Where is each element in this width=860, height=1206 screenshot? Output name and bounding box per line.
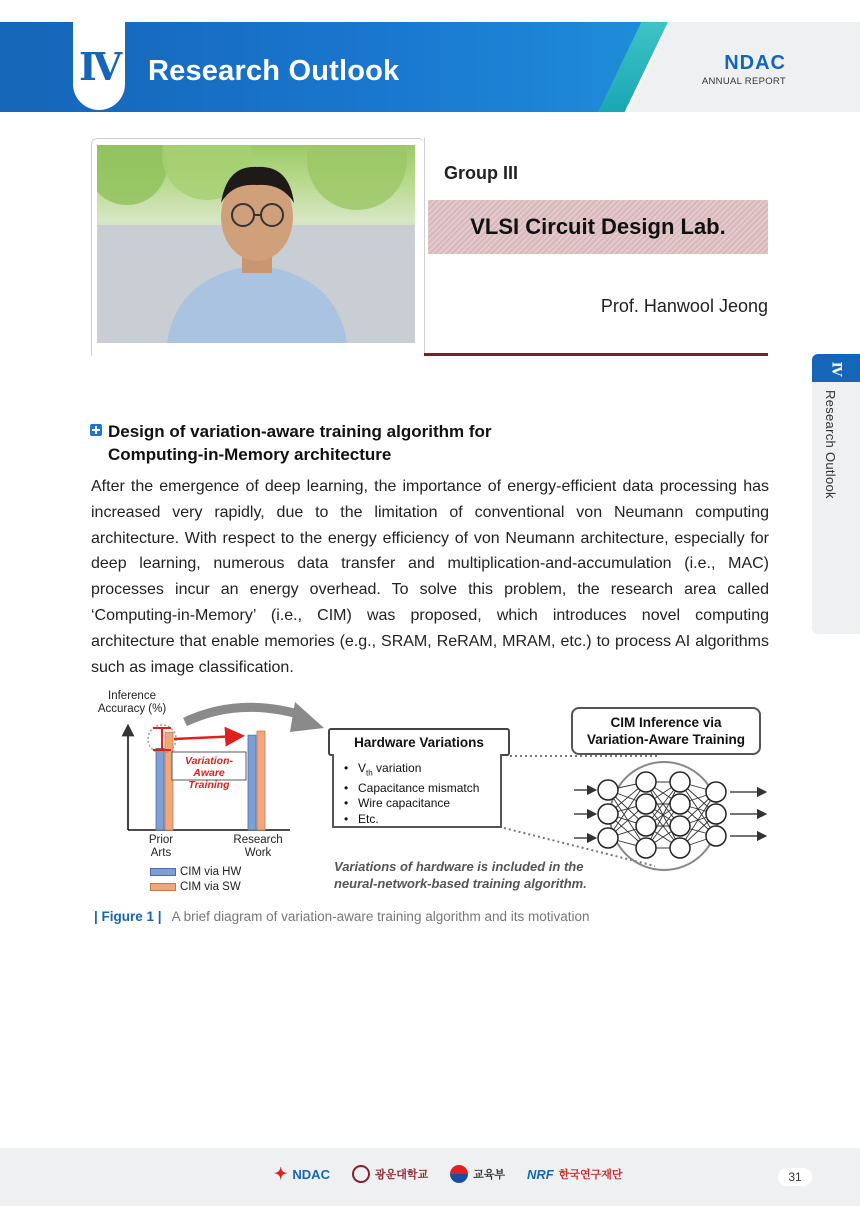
cim-inference-box — [571, 707, 761, 755]
legend-item-sw — [150, 881, 241, 893]
professor-photo — [97, 145, 415, 343]
ndac-logo-text: NDAC — [292, 1166, 330, 1182]
y-axis-label — [94, 690, 170, 716]
annotation-line1: Variation-Aware — [184, 755, 234, 779]
cim-line2: Variation-Aware Training — [586, 732, 746, 747]
cim-line1: CIM Inference via — [610, 715, 722, 730]
lab-name: VLSI Circuit Design Lab. — [470, 214, 726, 239]
side-chapter-number-box — [812, 354, 860, 382]
nn-node — [706, 782, 726, 802]
nn-node — [598, 780, 618, 800]
y-axis-label-line1: Inference — [108, 690, 156, 702]
kwangwoon-emblem-icon — [352, 1165, 370, 1183]
legend-swatch-hw — [150, 868, 176, 876]
section-title — [108, 420, 492, 466]
legend-label-sw: CIM via SW — [180, 881, 241, 893]
group-label: Group III — [444, 163, 518, 183]
figure-caption-text: A brief diagram of variation-aware training algorithm and its motivation — [171, 909, 590, 924]
taegeuk-icon — [450, 1165, 468, 1183]
x-label-research-line2: Work — [244, 847, 272, 859]
figure-note — [334, 858, 587, 892]
y-axis-label-line2: Accuracy (%) — [97, 703, 167, 715]
figure-caption-label: | Figure 1 | — [94, 909, 162, 924]
x-label-research-work — [230, 834, 286, 860]
nn-node — [636, 772, 656, 792]
ndac-star-icon: ✦ — [274, 1166, 288, 1183]
nn-node — [598, 828, 618, 848]
hw-item-etc: • Etc. — [344, 812, 500, 828]
professor-name: Prof. Hanwool Jeong — [600, 296, 768, 316]
bar-hw-prior — [156, 748, 164, 830]
nn-node — [636, 816, 656, 836]
nn-node — [670, 838, 690, 858]
portrait-illustration — [97, 145, 415, 343]
variation-aware-annotation — [172, 755, 246, 791]
side-chapter-tab[interactable] — [812, 354, 860, 634]
nn-node — [598, 804, 618, 824]
side-chapter-label: Research Outlook — [823, 390, 838, 499]
hw-item-wire: • Wire capacitance — [344, 796, 500, 812]
legend-swatch-sw — [150, 883, 176, 891]
card-bottom-rule — [424, 353, 768, 356]
bar-sw-research — [257, 731, 265, 830]
kwangwoon-logo-text: 광운대학교 — [374, 1169, 429, 1181]
x-label-prior-line1: Prior — [148, 834, 174, 846]
figure-caption — [94, 909, 590, 924]
moe-logo-text: 교육부 — [473, 1169, 505, 1181]
kwangwoon-logo — [352, 1165, 428, 1183]
figure-note-line2: neural-network-based training algorithm. — [334, 876, 587, 891]
chapter-title: Research Outlook — [148, 55, 400, 87]
figure-note-line1: Variations of hardware is included in the — [334, 859, 584, 874]
nn-node — [636, 794, 656, 814]
nn-node — [670, 772, 690, 792]
nrf-logo-text: 한국연구재단 — [558, 1169, 623, 1181]
nn-node — [636, 838, 656, 858]
section-title-line2: Computing-in-Memory architecture — [108, 445, 392, 464]
nrf-logo — [527, 1166, 622, 1182]
hardware-variations-title: Hardware Variations — [328, 728, 510, 756]
legend-item-hw — [150, 866, 241, 878]
x-label-prior-line2: Arts — [150, 847, 172, 859]
partner-logos — [274, 1164, 622, 1184]
moe-logo — [450, 1165, 505, 1183]
section-title-line1: Design of variation-aware training algorithm for — [108, 422, 492, 441]
annotation-line2: Training — [188, 779, 230, 791]
nn-node — [670, 816, 690, 836]
ndac-logo — [274, 1164, 330, 1184]
chapter-number: Ⅳ — [78, 43, 120, 89]
x-label-research-line1: Research — [233, 834, 283, 846]
hardware-variations-list — [332, 754, 502, 828]
hw-item-capacitance: • Capacitance mismatch — [344, 781, 500, 797]
plus-square-icon — [90, 424, 102, 436]
neural-network — [598, 772, 726, 858]
card-divider — [424, 138, 425, 354]
bar-hw-research — [248, 735, 256, 830]
hw-item-vth: • $V_{th}$ variation — [344, 761, 500, 781]
section-body: After the emergence of deep learning, the importance of energy-efficient data processing has increased very rapidly, due to the limitation of conventional von Neumann computing architecture. With respect to the energy efficiency of von Neumann architecture, especially for deep learning, numerous data transfer and multiplication-and-accumulation (i.e., MAC) processes incur an energy overhead. To solve this problem, the research area called ‘Computing-in-Memory’ (i.e., CIM) was proposed, which introduces novel computing architecture that enable memories (e.g., SRAM, ReRAM, MRAM, etc.) to process AI algorithms such as image classification. — [91, 478, 769, 676]
brand-name: NDAC — [724, 52, 786, 74]
nrf-logo-mark: NRF — [527, 1166, 554, 1182]
brand-subtitle: ANNUAL REPORT — [701, 76, 786, 87]
side-chapter-number: Ⅳ — [828, 361, 844, 375]
page-number: 31 — [778, 1168, 812, 1186]
chapter-number-tab — [73, 22, 125, 110]
curved-grey-arrow — [185, 707, 305, 722]
nn-node — [706, 826, 726, 846]
nn-node — [670, 794, 690, 814]
nn-node — [706, 804, 726, 824]
page-footer — [0, 1148, 860, 1206]
figure-1 — [90, 688, 790, 908]
x-label-prior-arts — [138, 834, 184, 860]
brand-logo — [702, 52, 786, 87]
improvement-arrow — [174, 736, 240, 739]
lab-name-banner — [428, 200, 768, 254]
page-header — [0, 22, 860, 112]
legend-label-hw: CIM via HW — [180, 866, 242, 878]
